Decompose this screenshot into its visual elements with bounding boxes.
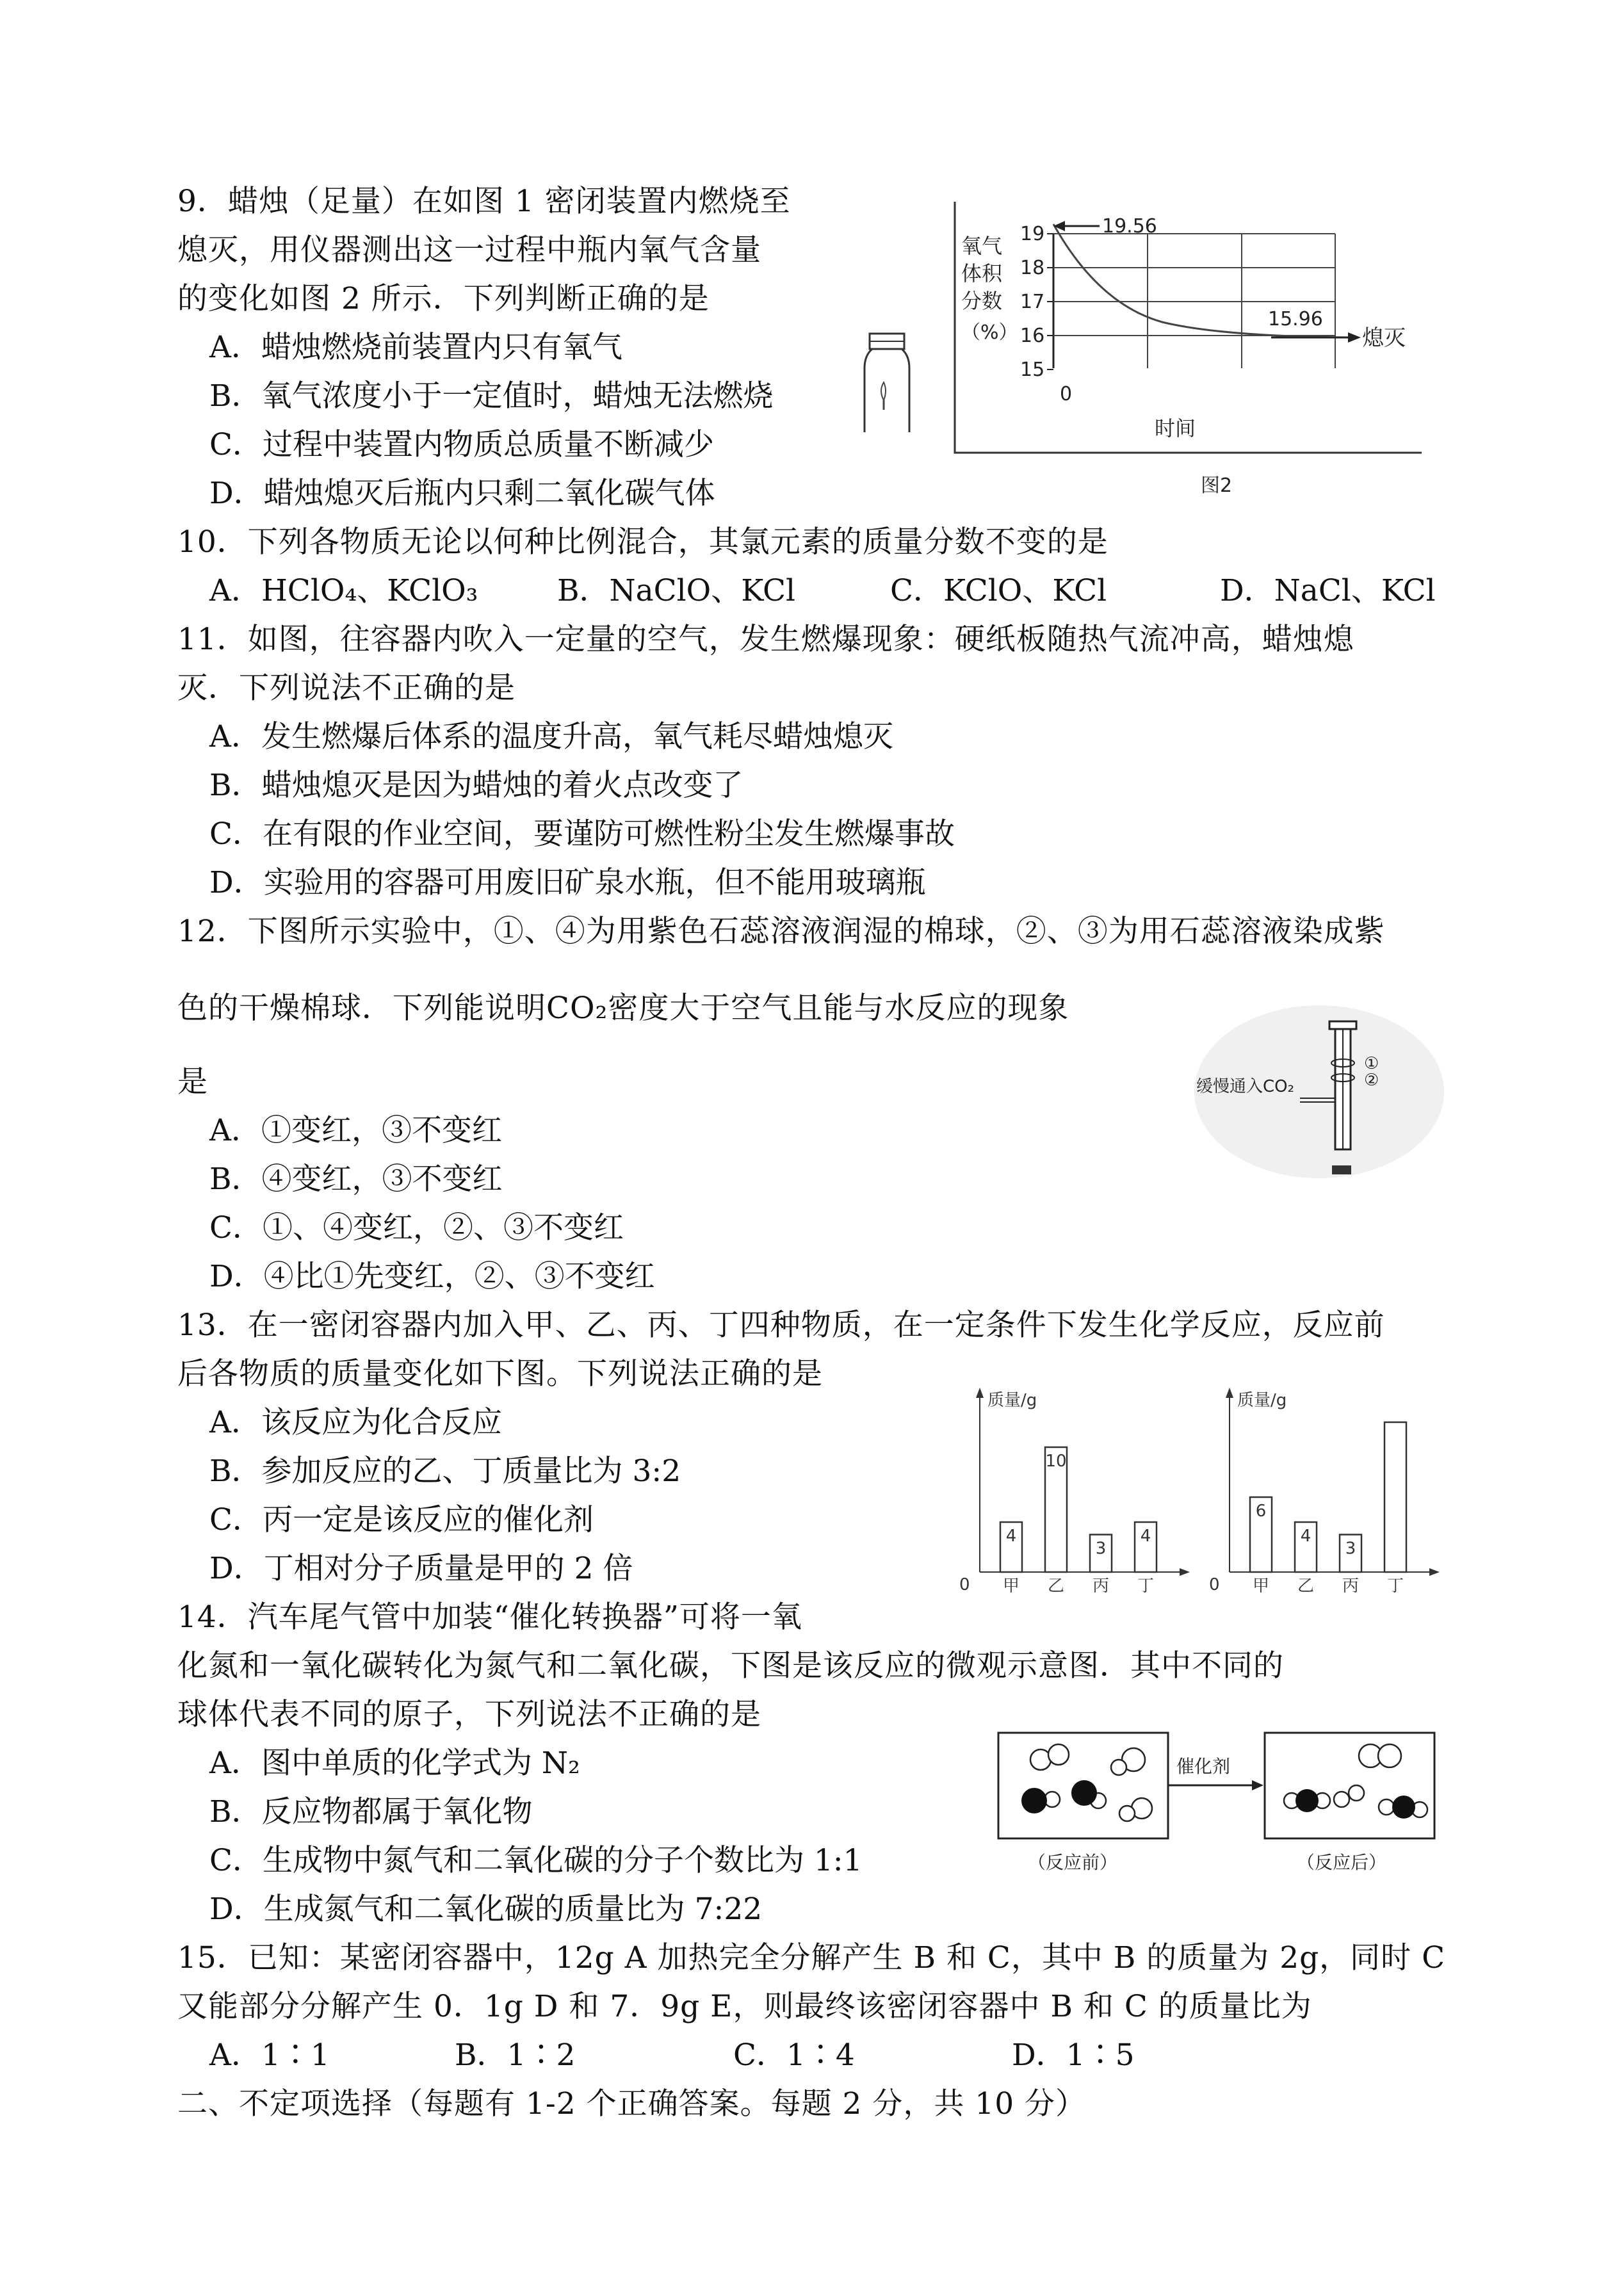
q9-ytick-19: 19 — [1020, 223, 1045, 245]
q14-option-c: C．生成物中氮气和二氧化碳的分子个数比为 1:1 — [209, 1843, 863, 1878]
q13-after-category-3: 丙 — [1342, 1577, 1360, 1596]
q9-end-value: 15.96 — [1268, 308, 1323, 330]
q13-before-category-3: 丙 — [1092, 1577, 1110, 1596]
q12-option-a: A．①变红，③不变红 — [209, 1113, 502, 1148]
q13-before-ylabel: 质量/g — [987, 1391, 1037, 1410]
q9-xlabel: 时间 — [1155, 416, 1196, 441]
q14-after-label: （反应后） — [1297, 1852, 1387, 1873]
q14-catalyst-label: 催化剂 — [1176, 1756, 1231, 1777]
q13-after-ylabel: 质量/g — [1237, 1391, 1287, 1410]
q12-option-d: D．④比①先变红，②、③不变红 — [209, 1259, 655, 1294]
q12-apparatus-figure — [1191, 1002, 1447, 1188]
q13-before-bars — [1000, 1447, 1157, 1596]
q13-before-category-1: 甲 — [1002, 1577, 1020, 1596]
q13-before-bar-label-3: 3 — [1095, 1539, 1107, 1559]
q12-option-c: C．①、④变红，②、③不变红 — [209, 1210, 624, 1245]
q13-after-category-1: 甲 — [1252, 1577, 1270, 1596]
q13-after-bar-4 — [1384, 1422, 1406, 1572]
q12-co2-label: 缓慢通入CO₂ — [1196, 1077, 1295, 1096]
q13-stem-line2: 后各物质的质量变化如下图。下列说法正确的是 — [177, 1356, 823, 1391]
q9-extinguish-label: 熄灭 — [1362, 325, 1406, 351]
q10-option-b: B．NaClO、KCl — [557, 573, 796, 608]
q9-ylabel-line2: 体积 — [961, 261, 1003, 286]
q9-x-origin: 0 — [1060, 383, 1073, 405]
q9-start-value: 19.56 — [1102, 215, 1157, 238]
q13-chart-before — [954, 1386, 1191, 1607]
q15-option-b: B．1∶2 — [455, 2038, 576, 2073]
q15-stem-line2: 又能部分分解产生 0．1g D 和 7．9g E，则最终该密闭容器中 B 和 C 的质量比为 — [177, 1989, 1312, 2024]
q13-after-bar-label-3: 3 — [1345, 1539, 1356, 1559]
q11-option-b: B．蜡烛熄灭是因为蜡烛的着火点改变了 — [209, 768, 743, 803]
q9-ytick-17: 17 — [1020, 291, 1045, 313]
q11-stem-line1: 11．如图，往容器内吹入一定量的空气，发生燃爆现象：硬纸板随热气流冲高，蜡烛熄 — [177, 622, 1354, 657]
section-2-heading: 二、不定项选择（每题有 1-2 个正确答案。每题 2 分，共 10 分） — [177, 2086, 1087, 2121]
q15-stem-line1: 15．已知：某密闭容器中，12g A 加热完全分解产生 B 和 C，其中 B 的质量为 2g，同时 C — [177, 1940, 1446, 1975]
q9-ylabel-line4: （%） — [961, 321, 1018, 344]
q14-reaction-figure — [996, 1729, 1457, 1876]
q14-before-label: （反应前） — [1028, 1852, 1118, 1873]
q13-before-bar-label-4: 4 — [1140, 1527, 1151, 1546]
q12-stem-line2: 色的干燥棉球．下列能说明CO₂密度大于空气且能与水反应的现象 — [177, 991, 1069, 1026]
q13-before-origin: 0 — [959, 1575, 970, 1594]
q9-stem-line3: 的变化如图 2 所示．下列判断正确的是 — [177, 281, 710, 316]
q11-option-c: C．在有限的作业空间，要谨防可燃性粉尘发生燃爆事故 — [209, 816, 955, 852]
q13-after-origin: 0 — [1209, 1575, 1220, 1594]
q12-ball-1: ① — [1364, 1054, 1379, 1073]
q9-ylabel-line1: 氧气 — [961, 234, 1003, 258]
q13-option-a: A．该反应为化合反应 — [209, 1405, 502, 1440]
q14-option-a: A．图中单质的化学式为 N₂ — [209, 1746, 580, 1781]
q13-before-category-4: 丁 — [1137, 1577, 1155, 1596]
q9-ytick-18: 18 — [1020, 257, 1045, 279]
q14-stem-line2: 化氮和一氧化碳转化为氮气和二氧化碳，下图是该反应的微观示意图．其中不同的 — [177, 1648, 1284, 1683]
q11-option-a: A．发生燃爆后体系的温度升高，氧气耗尽蜡烛熄灭 — [209, 719, 893, 754]
q11-stem-line2: 灭．下列说法不正确的是 — [177, 670, 516, 706]
q13-chart-after — [1204, 1386, 1441, 1607]
q11-option-d: D．实验用的容器可用废旧矿泉水瓶，但不能用玻璃瓶 — [209, 865, 926, 900]
q9-oxygen-chart — [951, 195, 1422, 499]
q9-option-d: D．蜡烛熄灭后瓶内只剩二氧化碳气体 — [209, 476, 715, 511]
q10-option-d: D．NaCl、KCl — [1220, 573, 1436, 608]
q13-option-c: C．丙一定是该反应的催化剂 — [209, 1502, 594, 1537]
q15-option-a: A．1∶1 — [209, 2038, 330, 2073]
q9-option-c: C．过程中装置内物质总质量不断减少 — [209, 427, 714, 462]
q13-before-bar-label-2: 10 — [1045, 1452, 1067, 1471]
q13-before-category-2: 乙 — [1047, 1577, 1065, 1596]
q15-option-d: D．1∶5 — [1012, 2038, 1135, 2073]
q12-stem-line3: 是 — [177, 1064, 208, 1099]
q9-option-b: B．氧气浓度小于一定值时，蜡烛无法燃烧 — [209, 378, 774, 414]
q13-before-bar-label-1: 4 — [1005, 1527, 1017, 1546]
q9-bottle-figure — [858, 330, 916, 435]
q13-stem-line1: 13．在一密闭容器内加入甲、乙、丙、丁四种物质，在一定条件下发生化学反应，反应前 — [177, 1308, 1385, 1343]
q14-option-d: D．生成氮气和二氧化碳的质量比为 7:22 — [209, 1892, 763, 1927]
q9-stem-line2: 熄灭，用仪器测出这一过程中瓶内氧气含量 — [177, 232, 761, 268]
q10-option-c: C．KClO、KCl — [890, 573, 1107, 608]
q9-caption: 图2 — [1201, 474, 1233, 497]
q12-stem-line1: 12．下图所示实验中，①、④为用紫色石蕊溶液润湿的棉球，②、③为用石蕊溶液染成紫 — [177, 914, 1385, 949]
q13-option-d: D．丁相对分子质量是甲的 2 倍 — [209, 1551, 633, 1586]
q10-option-a: A．HClO₄、KClO₃ — [209, 573, 478, 608]
q14-stem-line3: 球体代表不同的原子，下列说法不正确的是 — [177, 1697, 761, 1732]
q9-ylabel-line3: 分数 — [961, 289, 1003, 313]
q13-after-bar-label-2: 4 — [1300, 1527, 1311, 1546]
q15-option-c: C．1∶4 — [733, 2038, 855, 2073]
q9-ytick-16: 16 — [1020, 325, 1045, 347]
q13-after-category-4: 丁 — [1386, 1577, 1404, 1596]
q10-stem: 10．下列各物质无论以何种比例混合，其氯元素的质量分数不变的是 — [177, 524, 1108, 560]
q12-option-b: B．④变红，③不变红 — [209, 1162, 503, 1197]
q13-after-bars — [1250, 1422, 1406, 1596]
q12-ball-2: ② — [1364, 1071, 1379, 1090]
q13-after-category-2: 乙 — [1297, 1577, 1315, 1596]
q9-option-a: A．蜡烛燃烧前装置内只有氧气 — [209, 330, 622, 365]
q14-option-b: B．反应物都属于氧化物 — [209, 1794, 533, 1829]
q13-after-bar-label-1: 6 — [1255, 1502, 1267, 1521]
q9-stem-line1: 9．蜡烛（足量）在如图 1 密闭装置内燃烧至 — [177, 184, 791, 219]
q14-stem-line1: 14．汽车尾气管中加装“催化转换器”可将一氧 — [177, 1600, 802, 1635]
q13-option-b: B．参加反应的乙、丁质量比为 3:2 — [209, 1454, 681, 1489]
q9-ytick-15: 15 — [1020, 359, 1045, 381]
